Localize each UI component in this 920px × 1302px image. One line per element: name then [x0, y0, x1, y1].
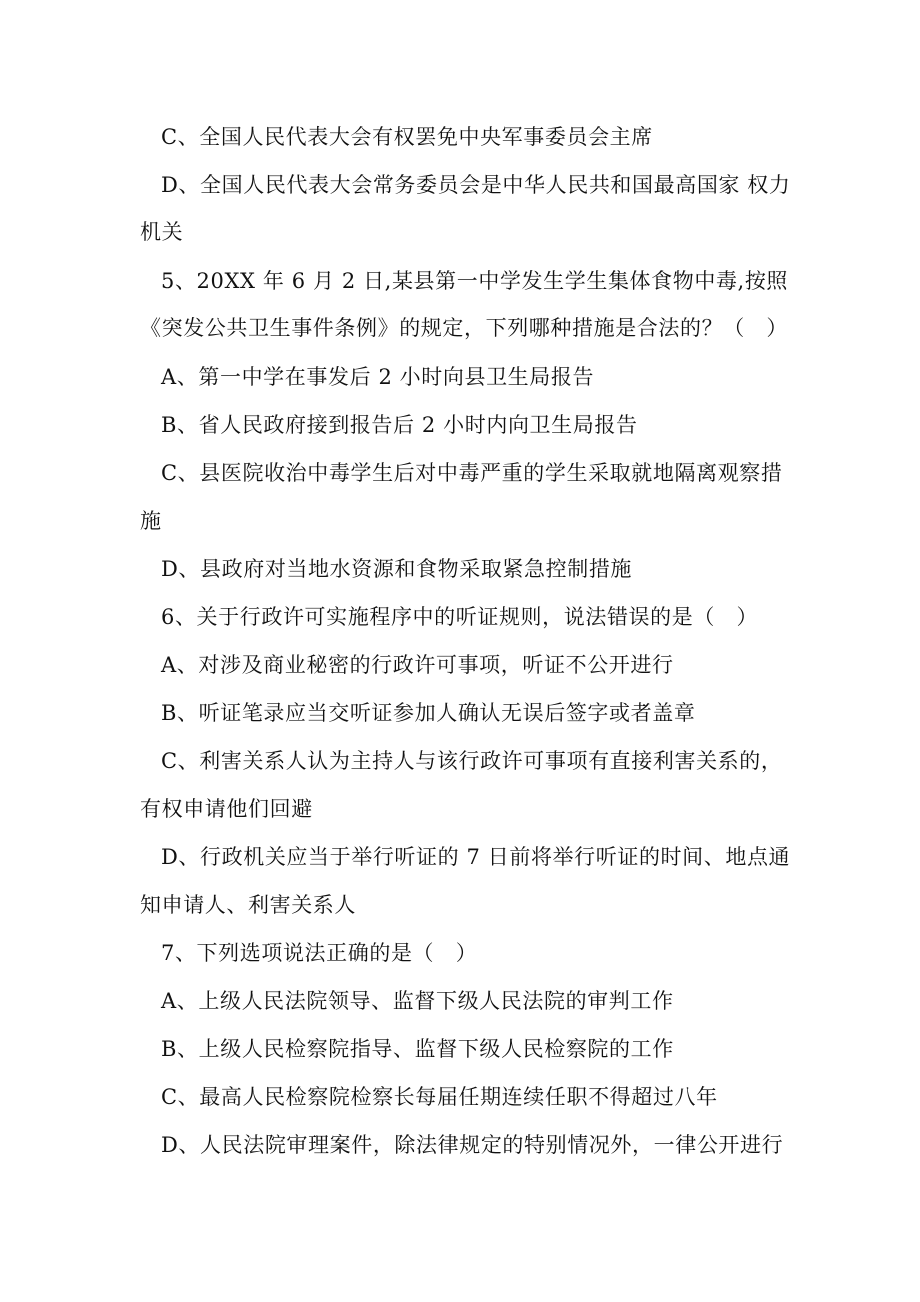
option-d-line: D、全国人民代表大会常务委员会是中华人民共和国最高国家 权力: [161, 173, 791, 197]
q6-option-a: A、对涉及商业秘密的行政许可事项，听证不公开进行: [161, 653, 674, 677]
q6-option-b: B、听证笔录应当交听证参加人确认无误后签字或者盖章: [161, 701, 696, 725]
q7-option-b: B、上级人民检察院指导、监督下级人民检察院的工作: [161, 1037, 674, 1061]
q7-option-c: C、最高人民检察院检察长每届任期连续任职不得超过八年: [161, 1085, 718, 1109]
q5-option-b: B、省人民政府接到报告后 2 小时内向卫生局报告: [161, 413, 638, 437]
option-d-continuation: 机关: [140, 220, 184, 244]
question-5-line: 5、20XX 年 6 月 2 日,某县第一中学发生学生集体食物中毒,按照: [161, 269, 789, 293]
q5-option-c: C、县医院收治中毒学生后对中毒严重的学生采取就地隔离观察措: [161, 461, 783, 485]
option-c-line: C、全国人民代表大会有权罢免中央军事委员会主席: [161, 125, 653, 149]
question-6-line: 6、关于行政许可实施程序中的听证规则，说法错误的是（ ）: [161, 605, 759, 629]
q6-option-d-continuation: 知申请人、利害关系人: [140, 893, 356, 917]
q5-option-a: A、第一中学在事发后 2 小时向县卫生局报告: [161, 365, 595, 389]
q7-option-d: D、人民法院审理案件，除法律规定的特别情况外，一律公开进行: [161, 1133, 784, 1157]
question-5-continuation: 《突发公共卫生事件条例》的规定，下列哪种措施是合法的？（ ）: [140, 316, 788, 340]
q5-option-c-continuation: 施: [140, 509, 162, 533]
q6-option-c: C、利害关系人认为主持人与该行政许可事项有直接利害关系的，: [161, 749, 783, 773]
q5-option-d: D、县政府对当地水资源和食物采取紧急控制措施: [161, 557, 633, 581]
q6-option-c-continuation: 有权申请他们回避: [140, 797, 313, 821]
q6-option-d: D、行政机关应当于举行听证的 7 日前将举行听证的时间、地点通: [161, 845, 791, 869]
question-7-line: 7、下列选项说法正确的是（ ）: [161, 941, 478, 965]
q7-option-a: A、上级人民法院领导、监督下级人民法院的审判工作: [161, 989, 674, 1013]
